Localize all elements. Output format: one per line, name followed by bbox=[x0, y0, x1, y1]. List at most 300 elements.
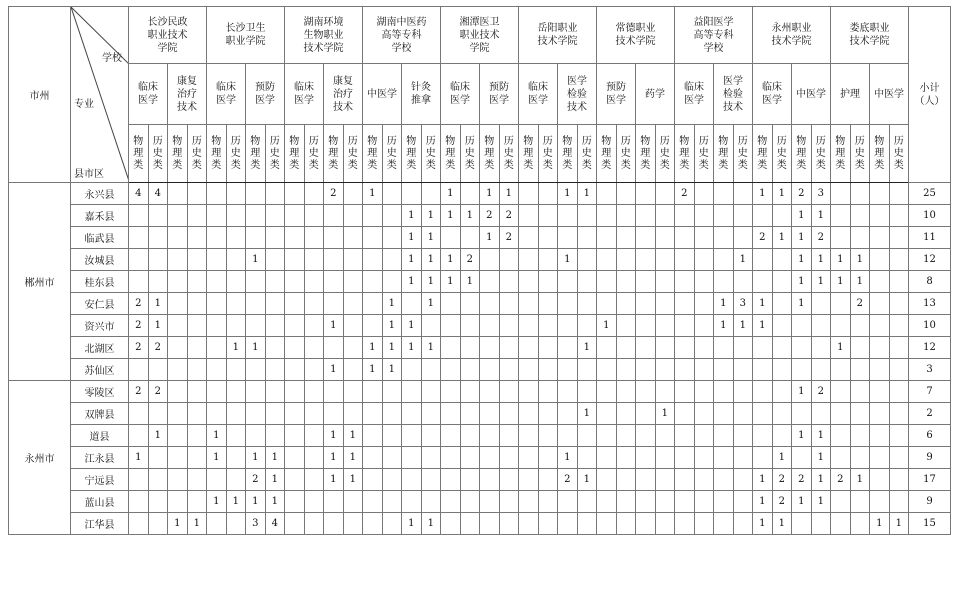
quota-cell bbox=[519, 447, 539, 469]
quota-cell bbox=[304, 359, 324, 381]
county-row bbox=[9, 205, 951, 227]
quota-cell: 2 bbox=[129, 381, 149, 403]
quota-cell: 1 bbox=[421, 271, 441, 293]
quota-cell bbox=[285, 447, 305, 469]
subject-char: 物 bbox=[796, 135, 807, 147]
quota-cell bbox=[811, 315, 831, 337]
quota-cell: 1 bbox=[792, 491, 812, 513]
quota-cell bbox=[811, 359, 831, 381]
quota-cell: 1 bbox=[363, 183, 383, 205]
subject-char: 物 bbox=[562, 135, 573, 147]
quota-cell bbox=[636, 447, 656, 469]
quota-cell bbox=[889, 227, 909, 249]
quota-cell bbox=[499, 337, 519, 359]
quota-cell bbox=[597, 293, 617, 315]
quota-cell bbox=[265, 381, 285, 403]
quota-cell bbox=[694, 469, 714, 491]
header-line: 护理 bbox=[840, 88, 860, 100]
quota-cell: 1 bbox=[402, 205, 422, 227]
header-line: 永州职业 bbox=[771, 23, 812, 34]
quota-cell bbox=[772, 359, 792, 381]
quota-cell bbox=[694, 183, 714, 205]
quota-cell: 2 bbox=[811, 227, 831, 249]
quota-cell bbox=[363, 491, 383, 513]
header-line: 预防 bbox=[489, 82, 509, 93]
subject-char: 类 bbox=[601, 159, 612, 171]
quota-cell bbox=[714, 403, 734, 425]
subject-char: 类 bbox=[347, 159, 358, 171]
quota-cell bbox=[382, 403, 402, 425]
quota-cell bbox=[538, 425, 558, 447]
quota-cell bbox=[129, 249, 149, 271]
quota-cell: 1 bbox=[811, 447, 831, 469]
quota-cell bbox=[694, 293, 714, 315]
subtotal-cell: 15 bbox=[909, 513, 951, 535]
quota-cell: 1 bbox=[870, 513, 890, 535]
quota-cell: 2 bbox=[148, 337, 168, 359]
school-header bbox=[519, 7, 597, 64]
quota-cell bbox=[889, 491, 909, 513]
quota-cell bbox=[772, 315, 792, 337]
quota-cell bbox=[811, 513, 831, 535]
quota-cell bbox=[831, 425, 851, 447]
subject-char: 物 bbox=[874, 135, 885, 147]
quota-cell bbox=[558, 227, 578, 249]
subject-char: 类 bbox=[308, 159, 319, 171]
quota-cell bbox=[382, 183, 402, 205]
subtotal-cell: 10 bbox=[909, 315, 951, 337]
header-line: 技术学院 bbox=[537, 36, 578, 47]
city-cell: 郴州市 bbox=[9, 183, 71, 381]
county-row bbox=[9, 337, 951, 359]
quota-cell: 1 bbox=[577, 183, 597, 205]
quota-cell bbox=[519, 491, 539, 513]
quota-cell bbox=[304, 381, 324, 403]
quota-cell: 1 bbox=[558, 183, 578, 205]
quota-cell bbox=[694, 381, 714, 403]
quota-cell bbox=[499, 425, 519, 447]
subject-char: 类 bbox=[464, 159, 475, 171]
quota-cell bbox=[519, 227, 539, 249]
quota-cell bbox=[285, 403, 305, 425]
history-track-header bbox=[499, 125, 519, 183]
header-line: 技术学院 bbox=[849, 36, 890, 47]
header-line: 推拿 bbox=[411, 95, 431, 106]
quota-cell bbox=[616, 293, 636, 315]
quota-cell bbox=[480, 491, 500, 513]
quota-cell bbox=[597, 491, 617, 513]
history-track-header bbox=[421, 125, 441, 183]
quota-cell: 1 bbox=[772, 227, 792, 249]
history-track-header bbox=[655, 125, 675, 183]
history-track-header bbox=[889, 125, 909, 183]
quota-cell bbox=[577, 315, 597, 337]
quota-cell: 1 bbox=[246, 491, 266, 513]
quota-cell: 1 bbox=[792, 425, 812, 447]
subject-char: 类 bbox=[191, 159, 202, 171]
quota-cell bbox=[597, 337, 617, 359]
subject-char: 类 bbox=[328, 159, 339, 171]
quota-cell bbox=[558, 337, 578, 359]
school-header bbox=[675, 7, 753, 64]
quota-cell bbox=[519, 425, 539, 447]
subject-char: 历 bbox=[347, 135, 358, 147]
major-header bbox=[831, 64, 870, 125]
subject-char: 类 bbox=[542, 159, 553, 171]
quota-cell bbox=[363, 205, 383, 227]
quota-cell bbox=[265, 315, 285, 337]
subject-char: 史 bbox=[659, 147, 670, 159]
subject-char: 物 bbox=[679, 135, 690, 147]
quota-cell bbox=[714, 425, 734, 447]
physics-track-header bbox=[870, 125, 890, 183]
quota-cell bbox=[870, 381, 890, 403]
quota-cell: 2 bbox=[499, 227, 519, 249]
subject-char: 历 bbox=[815, 135, 826, 147]
quota-cell bbox=[538, 337, 558, 359]
quota-cell bbox=[655, 425, 675, 447]
county-row bbox=[9, 381, 951, 403]
quota-cell bbox=[187, 381, 207, 403]
county-cell: 永兴县 bbox=[71, 183, 129, 205]
subject-char: 理 bbox=[484, 147, 495, 159]
physics-track-header bbox=[519, 125, 539, 183]
quota-cell: 1 bbox=[421, 227, 441, 249]
quota-cell bbox=[460, 491, 480, 513]
subject-char: 史 bbox=[464, 147, 475, 159]
quota-cell bbox=[577, 359, 597, 381]
quota-cell bbox=[187, 447, 207, 469]
quota-cell: 1 bbox=[811, 469, 831, 491]
quota-cell bbox=[207, 315, 227, 337]
quota-cell bbox=[577, 447, 597, 469]
quota-cell bbox=[733, 469, 753, 491]
quota-cell bbox=[265, 249, 285, 271]
subject-char: 类 bbox=[679, 159, 690, 171]
quota-cell bbox=[343, 315, 363, 337]
quota-cell bbox=[285, 205, 305, 227]
quota-cell: 1 bbox=[324, 469, 344, 491]
quota-cell bbox=[850, 381, 870, 403]
quota-cell: 1 bbox=[733, 249, 753, 271]
quota-cell bbox=[148, 491, 168, 513]
quota-cell bbox=[324, 205, 344, 227]
major-header bbox=[870, 64, 909, 125]
quota-cell bbox=[558, 315, 578, 337]
quota-cell bbox=[772, 271, 792, 293]
quota-cell bbox=[207, 403, 227, 425]
quota-cell bbox=[421, 359, 441, 381]
quota-cell bbox=[168, 271, 188, 293]
quota-cell: 1 bbox=[148, 293, 168, 315]
subject-char: 类 bbox=[152, 159, 163, 171]
header-line: 常德职业 bbox=[615, 23, 656, 34]
quota-cell bbox=[343, 337, 363, 359]
quota-cell: 2 bbox=[792, 469, 812, 491]
header-line: 技术学院 bbox=[303, 42, 344, 54]
quota-cell bbox=[499, 513, 519, 535]
quota-cell bbox=[772, 381, 792, 403]
quota-cell: 2 bbox=[129, 293, 149, 315]
quota-cell: 1 bbox=[148, 315, 168, 337]
subject-char: 类 bbox=[640, 159, 651, 171]
quota-cell bbox=[402, 403, 422, 425]
quota-cell bbox=[382, 491, 402, 513]
header-line: 学院 bbox=[157, 42, 178, 54]
quota-cell bbox=[538, 293, 558, 315]
quota-cell bbox=[558, 513, 578, 535]
quota-cell bbox=[831, 491, 851, 513]
quota-cell bbox=[382, 271, 402, 293]
quota-cell bbox=[226, 315, 246, 337]
quota-cell bbox=[753, 271, 773, 293]
quota-cell: 1 bbox=[772, 183, 792, 205]
subject-char: 史 bbox=[152, 147, 163, 159]
quota-cell bbox=[714, 447, 734, 469]
physics-track-header bbox=[168, 125, 188, 183]
subject-char: 类 bbox=[698, 159, 709, 171]
quota-cell: 1 bbox=[889, 513, 909, 535]
quota-cell bbox=[636, 337, 656, 359]
quota-cell bbox=[753, 447, 773, 469]
quota-cell bbox=[129, 425, 149, 447]
header-line: 医学 bbox=[450, 95, 470, 106]
quota-cell bbox=[675, 315, 695, 337]
quota-cell bbox=[382, 381, 402, 403]
county-cell: 江永县 bbox=[71, 447, 129, 469]
quota-cell bbox=[402, 381, 422, 403]
quota-cell bbox=[831, 513, 851, 535]
quota-cell bbox=[753, 359, 773, 381]
quota-cell: 1 bbox=[558, 447, 578, 469]
quota-cell bbox=[733, 183, 753, 205]
header-line: 医学 bbox=[606, 95, 626, 106]
quota-cell bbox=[148, 513, 168, 535]
quota-cell: 2 bbox=[148, 381, 168, 403]
quota-cell: 2 bbox=[772, 469, 792, 491]
quota-cell bbox=[850, 491, 870, 513]
header-line: 治疗 bbox=[333, 88, 353, 100]
quota-cell bbox=[285, 469, 305, 491]
header-line: 医学 bbox=[489, 95, 509, 106]
quota-cell bbox=[402, 469, 422, 491]
subject-char: 历 bbox=[308, 135, 319, 147]
subject-char: 物 bbox=[757, 135, 768, 147]
quota-cell: 1 bbox=[499, 183, 519, 205]
quota-cell bbox=[324, 271, 344, 293]
subject-char: 理 bbox=[211, 147, 222, 159]
quota-cell bbox=[714, 227, 734, 249]
subject-char: 理 bbox=[133, 147, 144, 159]
quota-cell bbox=[655, 205, 675, 227]
subject-char: 类 bbox=[581, 159, 592, 171]
subject-char: 史 bbox=[230, 147, 241, 159]
quota-cell bbox=[831, 183, 851, 205]
quota-cell bbox=[792, 359, 812, 381]
major-header bbox=[519, 64, 558, 125]
quota-cell bbox=[187, 403, 207, 425]
quota-cell bbox=[870, 315, 890, 337]
major-header bbox=[597, 64, 636, 125]
subject-char: 理 bbox=[562, 147, 573, 159]
quota-cell bbox=[480, 315, 500, 337]
quota-cell bbox=[226, 205, 246, 227]
quota-cell bbox=[538, 381, 558, 403]
quota-cell: 2 bbox=[129, 315, 149, 337]
county-cell: 苏仙区 bbox=[71, 359, 129, 381]
quota-cell: 2 bbox=[499, 205, 519, 227]
quota-cell bbox=[577, 293, 597, 315]
county-row bbox=[9, 425, 951, 447]
quota-cell bbox=[616, 359, 636, 381]
quota-cell bbox=[558, 403, 578, 425]
quota-cell bbox=[265, 227, 285, 249]
quota-cell bbox=[714, 469, 734, 491]
county-cell: 临武县 bbox=[71, 227, 129, 249]
subject-char: 历 bbox=[464, 135, 475, 147]
quota-cell: 1 bbox=[343, 469, 363, 491]
header-line: 技术 bbox=[177, 101, 197, 113]
physics-track-header bbox=[324, 125, 344, 183]
quota-cell: 2 bbox=[772, 491, 792, 513]
quota-cell bbox=[148, 447, 168, 469]
quota-cell: 1 bbox=[382, 315, 402, 337]
quota-cell bbox=[460, 447, 480, 469]
quota-cell: 1 bbox=[850, 271, 870, 293]
quota-cell bbox=[675, 381, 695, 403]
quota-cell bbox=[343, 513, 363, 535]
subtotal-cell: 6 bbox=[909, 425, 951, 447]
quota-cell bbox=[226, 227, 246, 249]
county-row bbox=[9, 249, 951, 271]
quota-cell bbox=[655, 249, 675, 271]
quota-cell bbox=[733, 381, 753, 403]
header-line: 检验 bbox=[567, 88, 587, 100]
quota-cell bbox=[148, 227, 168, 249]
quota-cell: 2 bbox=[675, 183, 695, 205]
header-line: 学院 bbox=[469, 42, 490, 54]
quota-cell bbox=[753, 403, 773, 425]
quota-cell bbox=[655, 359, 675, 381]
subject-char: 类 bbox=[659, 159, 670, 171]
quota-cell bbox=[285, 271, 305, 293]
subtotal-cell: 17 bbox=[909, 469, 951, 491]
quota-cell: 1 bbox=[402, 315, 422, 337]
subtotal-cell: 9 bbox=[909, 447, 951, 469]
quota-cell bbox=[714, 491, 734, 513]
quota-cell bbox=[694, 205, 714, 227]
quota-cell bbox=[480, 381, 500, 403]
subject-char: 历 bbox=[698, 135, 709, 147]
quota-cell: 1 bbox=[655, 403, 675, 425]
major-header bbox=[285, 64, 324, 125]
quota-cell bbox=[480, 403, 500, 425]
header-line: 针灸 bbox=[411, 82, 431, 93]
header-line: 娄底职业 bbox=[849, 23, 890, 34]
quota-cell bbox=[168, 315, 188, 337]
subject-char: 物 bbox=[172, 135, 183, 147]
quota-cell bbox=[441, 337, 461, 359]
quota-cell bbox=[675, 425, 695, 447]
quota-cell bbox=[577, 425, 597, 447]
subject-char: 物 bbox=[328, 135, 339, 147]
quota-cell bbox=[441, 293, 461, 315]
quota-cell bbox=[480, 337, 500, 359]
quota-cell bbox=[265, 359, 285, 381]
quota-cell bbox=[187, 491, 207, 513]
subject-char: 物 bbox=[289, 135, 300, 147]
quota-cell bbox=[246, 205, 266, 227]
quota-cell bbox=[519, 359, 539, 381]
header-line: 临床 bbox=[294, 82, 314, 93]
quota-cell: 1 bbox=[246, 447, 266, 469]
subject-char: 史 bbox=[854, 147, 865, 159]
quota-cell: 1 bbox=[441, 271, 461, 293]
quota-cell: 1 bbox=[129, 447, 149, 469]
subject-char: 历 bbox=[542, 135, 553, 147]
quota-cell: 3 bbox=[246, 513, 266, 535]
quota-cell bbox=[265, 337, 285, 359]
subject-char: 历 bbox=[425, 135, 436, 147]
quota-cell bbox=[538, 227, 558, 249]
subject-char: 理 bbox=[172, 147, 183, 159]
quota-cell bbox=[616, 315, 636, 337]
header-line: 职业技术 bbox=[147, 29, 188, 41]
quota-cell bbox=[655, 315, 675, 337]
quota-cell bbox=[460, 293, 480, 315]
quota-cell: 1 bbox=[753, 183, 773, 205]
county-cell: 蓝山县 bbox=[71, 491, 129, 513]
quota-cell bbox=[636, 205, 656, 227]
quota-cell bbox=[694, 425, 714, 447]
quota-cell bbox=[382, 425, 402, 447]
quota-cell: 1 bbox=[577, 403, 597, 425]
quota-cell bbox=[421, 315, 441, 337]
quota-cell bbox=[246, 183, 266, 205]
quota-cell bbox=[343, 205, 363, 227]
subject-char: 历 bbox=[893, 135, 904, 147]
quota-cell bbox=[441, 469, 461, 491]
quota-cell bbox=[889, 447, 909, 469]
history-track-header bbox=[460, 125, 480, 183]
county-cell: 双牌县 bbox=[71, 403, 129, 425]
quota-cell bbox=[655, 293, 675, 315]
quota-cell bbox=[187, 337, 207, 359]
physics-track-header bbox=[792, 125, 812, 183]
quota-cell bbox=[616, 227, 636, 249]
quota-cell bbox=[577, 513, 597, 535]
header-line: 中医学 bbox=[796, 88, 826, 100]
quota-cell bbox=[499, 315, 519, 337]
quota-cell bbox=[870, 469, 890, 491]
quota-cell bbox=[304, 271, 324, 293]
subject-char: 理 bbox=[367, 147, 378, 159]
quota-cell bbox=[733, 425, 753, 447]
subject-char: 理 bbox=[874, 147, 885, 159]
quota-cell bbox=[850, 183, 870, 205]
quota-cell bbox=[168, 359, 188, 381]
subject-char: 理 bbox=[289, 147, 300, 159]
history-track-header bbox=[226, 125, 246, 183]
quota-cell: 1 bbox=[772, 447, 792, 469]
subtotal-cell: 3 bbox=[909, 359, 951, 381]
county-row bbox=[9, 271, 951, 293]
quota-cell bbox=[889, 271, 909, 293]
quota-cell: 3 bbox=[811, 183, 831, 205]
quota-cell bbox=[460, 337, 480, 359]
quota-cell bbox=[655, 447, 675, 469]
county-cell: 零陵区 bbox=[71, 381, 129, 403]
